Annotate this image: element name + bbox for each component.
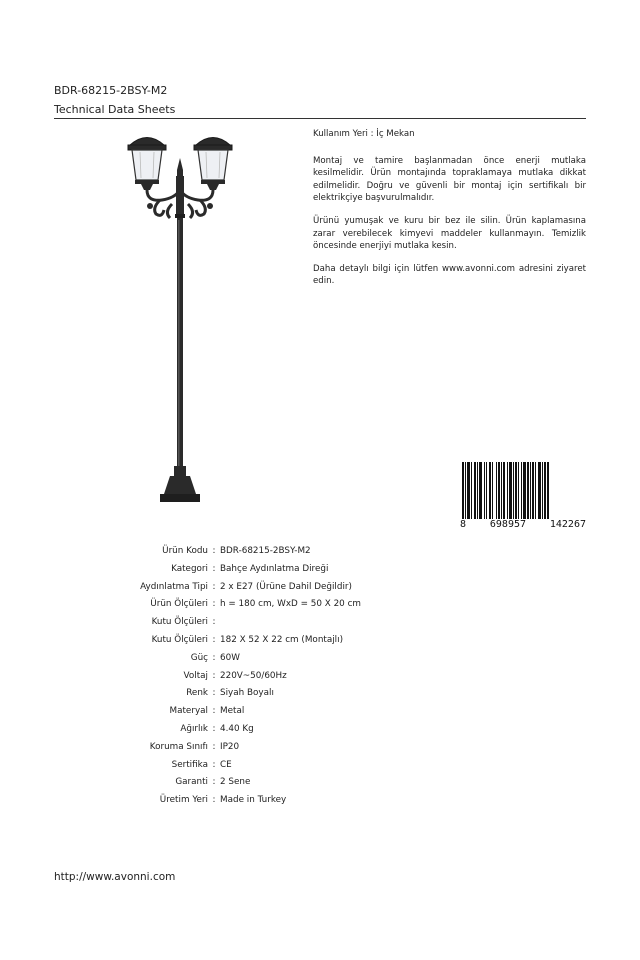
spec-row (100, 668, 400, 686)
document-subtitle: Technical Data Sheets (54, 103, 176, 116)
header-divider (54, 118, 586, 119)
spec-label: Üretim Yeri (159, 795, 208, 806)
spec-value: h = 180 cm, WxD = 50 X 20 cm (220, 599, 361, 610)
spec-value: Bahçe Aydınlatma Direği (220, 563, 329, 574)
spec-row (100, 579, 400, 597)
spec-label: Sertifika (171, 759, 208, 770)
spec-row (100, 596, 400, 614)
footer-website-link[interactable]: http://www.avonni.com (54, 871, 176, 883)
spec-row (100, 685, 400, 703)
spec-label: Ürün Kodu (162, 546, 208, 556)
spec-row (100, 792, 400, 810)
spec-table (100, 543, 400, 810)
barcode-digit-group: 142267 (549, 519, 586, 530)
spec-row (100, 614, 400, 632)
spec-value: 182 X 52 X 22 cm (Montajlı) (220, 634, 343, 645)
barcode-digits (460, 519, 586, 530)
spec-separator: : (212, 795, 216, 806)
spec-label: Kutu Ölçüleri (151, 617, 208, 628)
spec-separator: : (212, 546, 216, 556)
spec-separator: : (212, 599, 216, 610)
spec-separator: : (212, 581, 216, 592)
spec-separator: : (212, 706, 216, 717)
spec-separator: : (212, 723, 216, 734)
spec-value (220, 614, 400, 632)
spec-separator: : (212, 652, 216, 663)
safety-paragraph: Montaj ve tamire başlanmadan önce enerji mutlaka kesilmelidir. Ürün montajında topraklamaya mutlaka dikkat edilmelidir. Doğru ve güvenli bir montaj için sertifikalı bir elektrikçiye başvurulmalıdır. (313, 155, 586, 204)
spec-value: 220V~50/60Hz (220, 670, 287, 681)
spec-row (100, 650, 400, 668)
spec-value: CE (220, 759, 232, 770)
spec-row (100, 721, 400, 739)
usage-info-block (313, 128, 586, 298)
spec-label: Ağırlık (180, 723, 208, 734)
spec-label: Voltaj (183, 670, 208, 681)
usage-location: Kullanım Yeri : İç Mekan (313, 129, 415, 139)
spec-value: Made in Turkey (220, 795, 287, 806)
website-paragraph: Daha detaylı bilgi için lütfen www.avonni.com adresini ziyaret edin. (313, 263, 586, 287)
spec-separator: : (212, 759, 216, 770)
spec-label: Kutu Ölçüleri (151, 634, 208, 645)
spec-separator: : (212, 617, 216, 628)
spec-row (100, 632, 400, 650)
spec-separator: : (212, 670, 216, 681)
cleaning-paragraph: Ürünü yumuşak ve kuru bir bez ile silin. Ürün kaplamasına zarar verebilecek kimyevi maddeler kullanmayın. Temizlik öncesinde enerjiyi mutlaka kesin. (313, 215, 586, 252)
spec-label: Koruma Sınıfı (149, 741, 208, 752)
spec-label: Garanti (175, 777, 208, 788)
spec-value: BDR-68215-2BSY-M2 (220, 546, 311, 556)
spec-separator: : (212, 563, 216, 574)
barcode-digit-group: 8 (460, 519, 467, 530)
spec-value: 2 Sene (220, 777, 251, 788)
spec-row (100, 543, 400, 561)
spec-separator: : (212, 741, 216, 752)
spec-value: Siyah Boyalı (220, 688, 274, 699)
spec-row (100, 561, 400, 579)
spec-value: 2 x E27 (Ürüne Dahil Değildir) (220, 581, 352, 592)
spec-row (100, 757, 400, 775)
spec-row (100, 703, 400, 721)
spec-separator: : (212, 634, 216, 645)
spec-value: 4.40 Kg (220, 723, 254, 734)
spec-row (100, 774, 400, 792)
spec-label: Aydınlatma Tipi (140, 581, 208, 592)
spec-label: Materyal (169, 706, 208, 717)
spec-separator: : (212, 688, 216, 699)
spec-label: Ürün Ölçüleri (150, 599, 208, 610)
barcode-digit-group: 698957 (489, 519, 527, 530)
spec-label: Güç (190, 652, 208, 663)
spec-value: IP20 (220, 741, 240, 752)
spec-label: Kategori (171, 563, 208, 574)
product-code-heading: BDR-68215-2BSY-M2 (54, 84, 168, 97)
spec-separator: : (212, 777, 216, 788)
spec-value: 60W (220, 652, 240, 663)
product-image (120, 128, 240, 508)
spec-value: Metal (220, 706, 245, 717)
spec-label: Renk (186, 688, 208, 699)
spec-row (100, 739, 400, 757)
